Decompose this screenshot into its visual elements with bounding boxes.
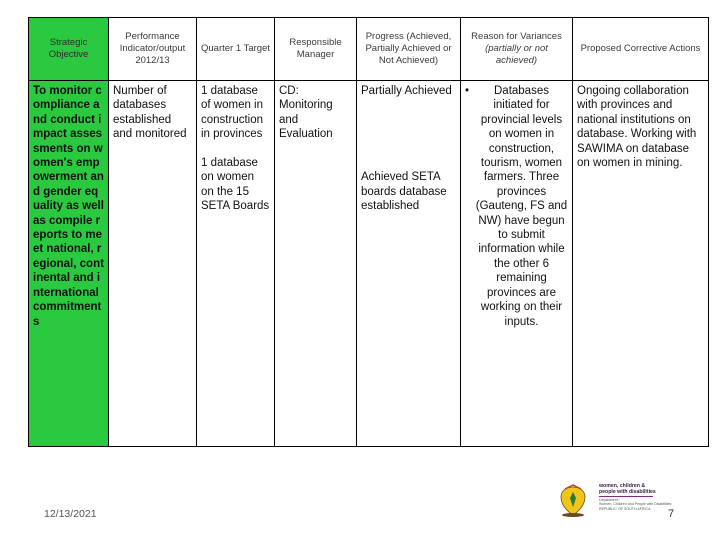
header-performance-indicator: Performance Indicator/output 2012/13 (109, 18, 197, 81)
cell-progress (357, 81, 461, 447)
cell-quarter-target (197, 81, 275, 447)
table-header-row (29, 18, 709, 81)
header-quarter-target: Quarter 1 Target (197, 18, 275, 81)
coat-of-arms-icon (553, 483, 593, 519)
logo-sub-2: Women, Children and People with Disabilities (599, 502, 672, 507)
header-strategic-objective: Strategic Objective (29, 18, 109, 81)
header-corrective-actions: Proposed Corrective Actions (573, 18, 709, 81)
cell-reason-for-variances (461, 81, 573, 447)
header-reason-for-variances: Reason for Variances (partially or not achieved) (461, 18, 573, 81)
logo-sub-1: Department: (599, 498, 619, 502)
table-row (29, 81, 709, 447)
logo-sub-3: REPUBLIC OF SOUTH AFRICA (599, 506, 651, 511)
page-number: 7 (668, 508, 675, 520)
monitoring-table (28, 17, 709, 447)
department-logo (553, 483, 672, 519)
progress-1: Partially Achieved (361, 85, 452, 97)
header-reason-note: (partially or not achieved) (485, 43, 548, 66)
bullet-icon: • (465, 85, 470, 97)
progress-2: Achieved SETA boards database established (361, 171, 447, 213)
header-responsible-manager: Responsible Manager (275, 18, 357, 81)
footer-date: 12/13/2021 (44, 508, 97, 520)
cell-performance-indicator: Number of databases established and monitored (109, 81, 197, 447)
cell-strategic-objective: To monitor compliance and conduct impact assessments on women's empowerment and gender equality as well as compile reports to meet national, regional, continental and international commitments (29, 81, 109, 447)
quarter-target-2: 1 database on women on the 15 SETA Boards (201, 157, 270, 213)
logo-text-line2: people with disabilities (599, 489, 656, 495)
cell-corrective-actions: Ongoing collaboration with provinces and national institutions on database. Working with SAWIMA on database on women in mining. (573, 81, 709, 447)
reason-text: Databases initiated for provincial levels on women in construction, tourism, women farmers. Three provinces (Gauteng, FS and NW) have begun to submit information while the other 6 remaining provinces are working on their inputs. (475, 85, 568, 328)
cell-responsible-manager: CD: Monitoring and Evaluation (275, 81, 357, 447)
logo-text-line1: women, children & (599, 483, 646, 489)
quarter-target-1: 1 database of women in construction in provinces (201, 85, 264, 141)
header-progress: Progress (Achieved, Partially Achieved or Not Achieved) (357, 18, 461, 81)
